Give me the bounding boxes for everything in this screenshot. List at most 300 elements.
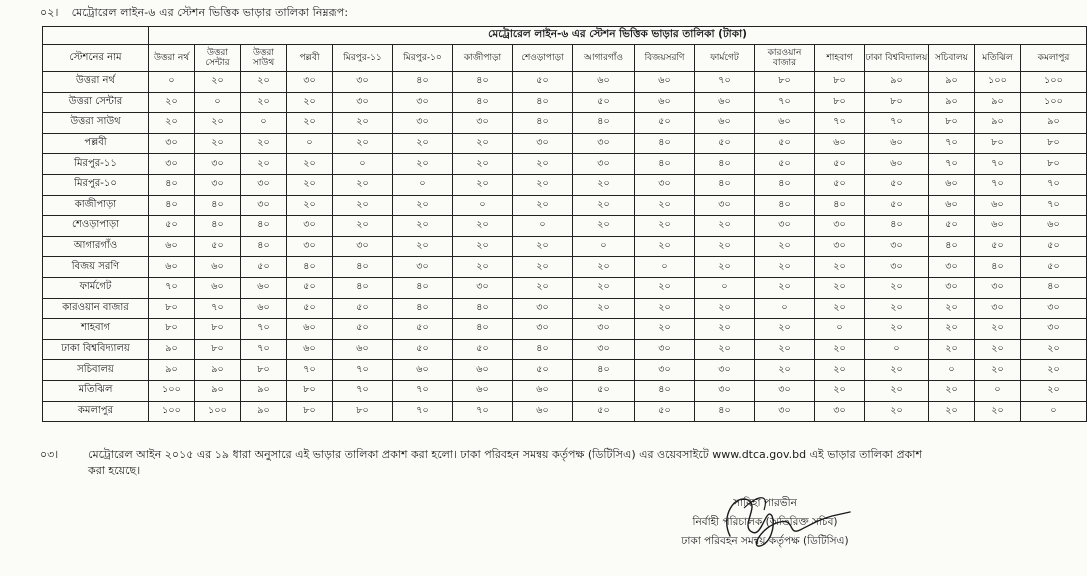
fare-cell: ৩০	[513, 133, 573, 154]
fare-cell: ২০	[865, 380, 929, 401]
fare-cell: ৪০	[333, 277, 393, 298]
fare-cell: ২০	[695, 236, 755, 257]
fare-cell: ৯০	[241, 401, 287, 422]
fare-cell: ৩০	[393, 257, 453, 278]
fare-cell: ২০	[975, 401, 1021, 422]
fare-cell: ৮০	[149, 298, 195, 319]
station-name-cell: আগারগাঁও	[43, 236, 149, 257]
station-name-cell: শেওড়াপাড়া	[43, 216, 149, 237]
fare-cell: ১০০	[975, 72, 1021, 93]
fare-cell: ৪০	[453, 319, 513, 340]
fare-cell: ৪০	[513, 92, 573, 113]
table-row	[43, 257, 1087, 278]
intro-paragraph	[40, 4, 348, 23]
fare-cell: ১০০	[149, 401, 195, 422]
station-name-cell: ফার্মগেট	[43, 277, 149, 298]
table-row	[43, 298, 1087, 319]
fare-cell: ৬০	[513, 401, 573, 422]
fare-cell: ৭০	[755, 92, 815, 113]
fare-cell: ৩০	[453, 113, 513, 134]
fare-cell: ২০	[815, 339, 865, 360]
fare-cell: ৭০	[333, 360, 393, 381]
fare-cell: ১০০	[1021, 72, 1087, 93]
fare-cell: ০	[635, 257, 695, 278]
fare-cell: ২০	[1021, 380, 1087, 401]
fare-cell: ৪০	[195, 216, 241, 237]
fare-cell: ০	[815, 319, 865, 340]
fare-cell: ৫০	[241, 257, 287, 278]
fare-cell: ০	[865, 339, 929, 360]
fare-cell: ৪০	[1021, 277, 1087, 298]
fare-cell: ৭০	[241, 319, 287, 340]
fare-cell: ৪০	[695, 154, 755, 175]
column-header: সচিবালয়	[929, 45, 975, 72]
fare-cell: ০	[929, 360, 975, 381]
fare-cell: ৬০	[393, 360, 453, 381]
fare-cell: ৫০	[865, 195, 929, 216]
fare-cell: ০	[195, 92, 241, 113]
fare-cell: ২০	[453, 257, 513, 278]
fare-cell: ৫০	[195, 236, 241, 257]
station-name-cell: কাজীপাড়া	[43, 195, 149, 216]
fare-cell: ৪০	[453, 72, 513, 93]
fare-cell: ৩০	[573, 133, 635, 154]
fare-cell: ৩০	[695, 380, 755, 401]
fare-cell: ২০	[975, 360, 1021, 381]
fare-cell: ৭০	[241, 339, 287, 360]
fare-cell: ০	[755, 298, 815, 319]
table-row	[43, 339, 1087, 360]
fare-cell: ০	[1021, 401, 1087, 422]
fare-cell: ২০	[195, 113, 241, 134]
fare-cell: ১০০	[1021, 92, 1087, 113]
fare-cell: ২০	[929, 339, 975, 360]
fare-cell: ৮০	[333, 401, 393, 422]
fare-cell: ৯০	[195, 360, 241, 381]
fare-cell: ২০	[287, 174, 333, 195]
fare-cell: ৮০	[815, 72, 865, 93]
fare-cell: ২০	[393, 216, 453, 237]
column-header: শেওড়াপাড়া	[513, 45, 573, 72]
station-name-cell: উত্তরা নর্থ	[43, 72, 149, 93]
fare-cell: ৩০	[975, 298, 1021, 319]
fare-cell: ৬০	[241, 298, 287, 319]
fare-cell: ২০	[573, 257, 635, 278]
fare-cell: ৪০	[635, 154, 695, 175]
fare-cell: ৮০	[287, 380, 333, 401]
fare-cell: ৩০	[695, 360, 755, 381]
fare-cell: ৬০	[241, 277, 287, 298]
fare-cell: ২০	[453, 133, 513, 154]
fare-cell: ৫০	[513, 360, 573, 381]
fare-cell: ৫০	[573, 380, 635, 401]
column-header: কমলাপুর	[1021, 45, 1087, 72]
table-row	[43, 401, 1087, 422]
fare-cell: ৯০	[1021, 113, 1087, 134]
fare-cell: ২০	[149, 113, 195, 134]
fare-cell: ২০	[513, 154, 573, 175]
fare-cell: ০	[333, 154, 393, 175]
fare-cell: ৮০	[1021, 154, 1087, 175]
fare-cell: ২০	[755, 319, 815, 340]
fare-cell: ৮০	[195, 339, 241, 360]
fare-cell: ৪০	[393, 277, 453, 298]
fare-cell: ২০	[287, 92, 333, 113]
station-name-cell: কমলাপুর	[43, 401, 149, 422]
fare-cell: ৫০	[635, 113, 695, 134]
fare-cell: ৭০	[453, 401, 513, 422]
fare-cell: ৪০	[287, 257, 333, 278]
fare-cell: ৭০	[1021, 195, 1087, 216]
fare-cell: ৫০	[513, 72, 573, 93]
corner-header: স্টেশনের নাম	[43, 45, 149, 72]
fare-cell: ৮০	[149, 319, 195, 340]
fare-cell: ৮০	[815, 92, 865, 113]
fare-cell: ৪০	[865, 216, 929, 237]
fare-cell: ২০	[635, 319, 695, 340]
fare-cell: ৬০	[287, 319, 333, 340]
fare-cell: ৩০	[241, 174, 287, 195]
column-header: উত্তরা সেন্টার	[195, 45, 241, 72]
fare-cell: ২০	[333, 133, 393, 154]
fare-cell: ২০	[865, 277, 929, 298]
fare-cell: ৭০	[1021, 174, 1087, 195]
fare-cell: ৪০	[695, 174, 755, 195]
fare-cell: ৩০	[755, 401, 815, 422]
table-caption-row	[43, 27, 1087, 45]
fare-cell: ৩০	[195, 154, 241, 175]
fare-cell: ০	[287, 133, 333, 154]
fare-cell: ৬০	[149, 257, 195, 278]
fare-cell: ২০	[241, 154, 287, 175]
fare-cell: ২০	[195, 72, 241, 93]
fare-cell: ৫০	[695, 133, 755, 154]
column-header: মতিঝিল	[975, 45, 1021, 72]
fare-cell: ৩০	[333, 92, 393, 113]
fare-cell: ৭০	[393, 380, 453, 401]
column-header: উত্তরা নর্থ	[149, 45, 195, 72]
fare-cell: ৫০	[453, 339, 513, 360]
table-row	[43, 236, 1087, 257]
fare-cell: ২০	[635, 277, 695, 298]
fare-cell: ৮০	[975, 133, 1021, 154]
signatory-designation: নির্বাহী পরিচালক (অতিরিক্ত সচিব)	[692, 516, 838, 528]
fare-cell: ২০	[333, 174, 393, 195]
fare-cell: ৩০	[393, 92, 453, 113]
fare-cell: ৯০	[975, 113, 1021, 134]
fare-cell: ৮০	[195, 319, 241, 340]
fare-table-container	[42, 26, 1070, 422]
fare-cell: ৫০	[287, 277, 333, 298]
fare-cell: ২০	[241, 72, 287, 93]
fare-cell: ৩০	[929, 277, 975, 298]
fare-cell: ২০	[453, 236, 513, 257]
fare-cell: ৩০	[1021, 319, 1087, 340]
fare-cell: ৫০	[815, 174, 865, 195]
fare-cell: ৬০	[453, 380, 513, 401]
fare-cell: ৩০	[287, 72, 333, 93]
fare-cell: ৭০	[865, 113, 929, 134]
note-number: ০৩।	[40, 448, 59, 461]
column-header: কারওয়ান বাজার	[755, 45, 815, 72]
fare-cell: ৭০	[287, 360, 333, 381]
fare-cell: ২০	[929, 401, 975, 422]
fare-cell: ০	[695, 277, 755, 298]
fare-cell: ৩০	[815, 216, 865, 237]
fare-cell: ৭০	[815, 113, 865, 134]
fare-cell: ২০	[333, 113, 393, 134]
fare-cell: ৫০	[287, 298, 333, 319]
fare-cell: ৫০	[815, 154, 865, 175]
fare-cell: ২০	[815, 257, 865, 278]
station-name-cell: পল্লবী	[43, 133, 149, 154]
table-row	[43, 319, 1087, 340]
fare-cell: ৩০	[1021, 298, 1087, 319]
fare-cell: ২০	[195, 133, 241, 154]
fare-cell: ২০	[513, 257, 573, 278]
fare-cell: ২০	[453, 174, 513, 195]
fare-cell: ২০	[453, 216, 513, 237]
fare-cell: ৫০	[755, 133, 815, 154]
fare-cell: ৬০	[635, 92, 695, 113]
fare-cell: ৫০	[393, 319, 453, 340]
fare-cell: ৩০	[573, 339, 635, 360]
fare-cell: ৩০	[815, 401, 865, 422]
fare-cell: ৪০	[695, 401, 755, 422]
fare-cell: ৪০	[929, 236, 975, 257]
fare-cell: ৫০	[1021, 257, 1087, 278]
fare-cell: ৭০	[195, 298, 241, 319]
table-row	[43, 277, 1087, 298]
fare-cell: ২০	[929, 298, 975, 319]
fare-cell: ৫০	[393, 339, 453, 360]
fare-cell: ০	[975, 380, 1021, 401]
caption-corner-cell	[43, 27, 149, 45]
fare-cell: ০	[453, 195, 513, 216]
fare-cell: ৩০	[149, 133, 195, 154]
station-name-cell: মিরপুর-১১	[43, 154, 149, 175]
fare-cell: ৬০	[975, 216, 1021, 237]
fare-cell: ৬০	[865, 133, 929, 154]
note-line-1: মেট্রোরেল আইন ২০১৫ এর ১৯ ধারা অনুসারে এই ভাড়ার তালিকা প্রকাশ করা হলো। ঢাকা পরিবহন সমন্বয় কর্তৃপক্ষ (ডিটিসিএ) এর ওয়েবসাইটে www.dtca.gov.bd এই ভাড়ার তালিকা প্রকাশ	[88, 448, 922, 461]
fare-cell: ৬০	[149, 236, 195, 257]
fare-cell: ৬০	[1021, 216, 1087, 237]
fare-cell: ২০	[975, 339, 1021, 360]
fare-cell: ৫০	[865, 174, 929, 195]
table-row	[43, 133, 1087, 154]
fare-cell: ৬০	[929, 195, 975, 216]
station-name-cell: কারওয়ান বাজার	[43, 298, 149, 319]
fare-cell: ৪০	[755, 195, 815, 216]
fare-cell: ৩০	[195, 174, 241, 195]
fare-cell: ২০	[815, 380, 865, 401]
fare-cell: ২০	[755, 339, 815, 360]
fare-cell: ৪০	[149, 174, 195, 195]
fare-cell: ৯০	[149, 360, 195, 381]
table-row	[43, 154, 1087, 175]
fare-cell: ২০	[393, 133, 453, 154]
fare-cell: ৪০	[513, 113, 573, 134]
fare-cell: ২০	[573, 277, 635, 298]
fare-cell: ৩০	[333, 72, 393, 93]
fare-cell: ৩০	[513, 319, 573, 340]
fare-cell: ২০	[513, 195, 573, 216]
intro-text: মেট্রোরেল লাইন-৬ এর স্টেশন ভিত্তিক ভাড়ার তালিকা নিম্নরূপ:	[71, 6, 349, 19]
fare-cell: ২০	[929, 380, 975, 401]
fare-cell: ২০	[393, 236, 453, 257]
fare-cell: ৩০	[573, 319, 635, 340]
fare-cell: ৬০	[333, 339, 393, 360]
fare-cell: ৪০	[195, 195, 241, 216]
fare-cell: ৬০	[695, 92, 755, 113]
table-row	[43, 380, 1087, 401]
fare-cell: ২০	[513, 236, 573, 257]
intro-number: ০২।	[40, 6, 59, 19]
station-name-cell: ঢাকা বিশ্ববিদ্যালয়	[43, 339, 149, 360]
fare-cell: ৭০	[149, 277, 195, 298]
fare-cell: ৪০	[635, 133, 695, 154]
fare-cell: ৩০	[635, 174, 695, 195]
fare-cell: ৪০	[393, 72, 453, 93]
fare-cell: ৫০	[975, 236, 1021, 257]
column-header: ঢাকা বিশ্ববিদ্যালয়	[865, 45, 929, 72]
station-name-cell: শাহবাগ	[43, 319, 149, 340]
column-header: উত্তরা সাউথ	[241, 45, 287, 72]
fare-cell: ৪০	[975, 257, 1021, 278]
fare-cell: ২০	[393, 195, 453, 216]
fare-cell: ২০	[635, 195, 695, 216]
fare-cell: ০	[241, 113, 287, 134]
fare-cell: ২০	[1021, 339, 1087, 360]
fare-cell: ২০	[1021, 360, 1087, 381]
fare-cell: ৩০	[453, 277, 513, 298]
fare-cell: ৭০	[975, 154, 1021, 175]
fare-cell: ৩০	[333, 236, 393, 257]
fare-cell: ৪০	[573, 113, 635, 134]
fare-cell: ৬০	[287, 339, 333, 360]
fare-cell: ০	[513, 216, 573, 237]
fare-cell: ৪০	[149, 195, 195, 216]
fare-cell: ৮০	[929, 113, 975, 134]
column-header: ফার্মগেট	[695, 45, 755, 72]
fare-cell: ২০	[929, 319, 975, 340]
fare-cell: ২০	[287, 195, 333, 216]
column-header: শাহবাগ	[815, 45, 865, 72]
fare-cell: ৩০	[815, 236, 865, 257]
fare-cell: ২০	[287, 154, 333, 175]
table-row	[43, 72, 1087, 93]
fare-cell: ৯০	[975, 92, 1021, 113]
fare-cell: ২০	[975, 319, 1021, 340]
fare-cell: ৪০	[635, 380, 695, 401]
table-row	[43, 174, 1087, 195]
fare-cell: ২০	[695, 339, 755, 360]
fare-cell: ৪০	[333, 257, 393, 278]
fare-cell: ৯০	[149, 339, 195, 360]
note-line-2: করা হয়েছে।	[88, 464, 141, 477]
fare-cell: ৩০	[975, 277, 1021, 298]
fare-cell: ২০	[287, 113, 333, 134]
fare-cell: ০	[393, 174, 453, 195]
fare-cell: ৬০	[755, 113, 815, 134]
fare-cell: ৬০	[513, 380, 573, 401]
fare-cell: ৩০	[635, 339, 695, 360]
fare-cell: ৬০	[695, 113, 755, 134]
fare-cell: ৬০	[195, 257, 241, 278]
fare-cell: ৪০	[453, 92, 513, 113]
note-paragraph	[40, 447, 990, 479]
fare-cell: ৯০	[929, 92, 975, 113]
table-caption: মেট্রোরেল লাইন-৬ এর স্টেশন ভিত্তিক ভাড়ার তালিকা (টাকা)	[149, 27, 1087, 45]
fare-cell: ৫০	[333, 319, 393, 340]
fare-cell: ২০	[815, 277, 865, 298]
table-row	[43, 113, 1087, 134]
fare-cell: ২০	[865, 360, 929, 381]
fare-table-body	[43, 72, 1087, 422]
fare-cell: ২০	[513, 174, 573, 195]
fare-cell: ৪০	[241, 236, 287, 257]
station-name-cell: উত্তরা সাউথ	[43, 113, 149, 134]
fare-cell: ৪০	[513, 339, 573, 360]
fare-cell: ৫০	[573, 401, 635, 422]
fare-cell: ৭০	[393, 401, 453, 422]
fare-cell: ২০	[393, 154, 453, 175]
station-name-cell: উত্তরা সেন্টার	[43, 92, 149, 113]
fare-cell: ৩০	[755, 380, 815, 401]
column-header: আগারগাঁও	[573, 45, 635, 72]
fare-cell: ৩০	[695, 195, 755, 216]
fare-cell: ২০	[755, 236, 815, 257]
fare-cell: ৩০	[929, 257, 975, 278]
fare-cell: ৯০	[195, 380, 241, 401]
fare-cell: ২০	[865, 298, 929, 319]
fare-cell: ৩০	[393, 113, 453, 134]
fare-cell: ৫০	[929, 216, 975, 237]
fare-cell: ৬০	[865, 154, 929, 175]
fare-cell: ২০	[695, 298, 755, 319]
fare-cell: ৩০	[865, 236, 929, 257]
fare-cell: ২০	[815, 360, 865, 381]
fare-cell: ৩০	[513, 298, 573, 319]
fare-cell: ২০	[333, 216, 393, 237]
fare-cell: ২০	[573, 216, 635, 237]
fare-cell: ৩০	[149, 154, 195, 175]
fare-cell: ৮০	[287, 401, 333, 422]
fare-cell: ৩০	[287, 216, 333, 237]
table-row	[43, 360, 1087, 381]
fare-cell: ৭০	[975, 174, 1021, 195]
fare-cell: ৩০	[287, 236, 333, 257]
fare-cell: ২০	[573, 298, 635, 319]
fare-cell: ২০	[815, 298, 865, 319]
fare-cell: ৫০	[573, 92, 635, 113]
fare-cell: ২০	[865, 319, 929, 340]
column-header: মিরপুর-১১	[333, 45, 393, 72]
fare-cell: ২০	[333, 195, 393, 216]
fare-cell: ৬০	[929, 174, 975, 195]
fare-cell: ৬০	[635, 72, 695, 93]
fare-cell: ২০	[755, 277, 815, 298]
fare-cell: ১০০	[149, 380, 195, 401]
fare-cell: ৭০	[929, 133, 975, 154]
fare-cell: ২০	[635, 216, 695, 237]
station-name-cell: মতিঝিল	[43, 380, 149, 401]
fare-cell: ৩০	[865, 257, 929, 278]
fare-cell: ৮০	[755, 72, 815, 93]
fare-cell: ৫০	[755, 154, 815, 175]
fare-cell: ৯০	[241, 380, 287, 401]
signatory-office: ঢাকা পরিবহন সমন্বয় কর্তৃপক্ষ (ডিটিসিএ)	[681, 535, 849, 547]
